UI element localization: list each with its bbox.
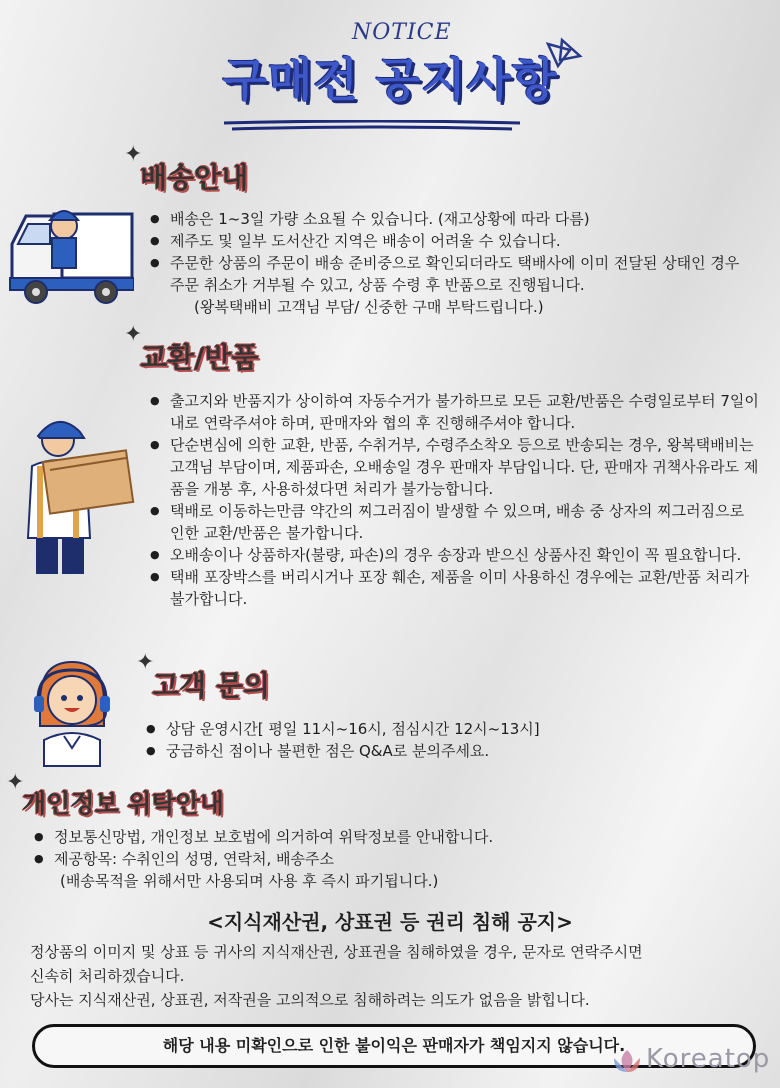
- warning-text: 해당 내용 미확인으로 인한 불이익은 판매자가 책임지지 않습니다.: [162, 1036, 626, 1055]
- ip-notice-title: <지식재산권, 상표권 등 권리 침해 공지>: [207, 910, 573, 934]
- list-item: ● 제주도 및 일부 도서산간 지역은 배송이 어려울 수 있습니다.: [148, 230, 758, 252]
- shipping-note: (왕복택배비 고객님 부담/ 신중한 구매 부탁드립니다.): [194, 298, 544, 316]
- list-item: ● 오배송이나 상품하자(불량, 파손)의 경우 송장과 받으신 상품사진 확인이 꼭 필요합니다.: [148, 544, 762, 566]
- watermark-text: Koreatop: [646, 1044, 771, 1074]
- list-item: ● 택배로 이동하는만큼 약간의 찌그러짐이 발생할 수 있으며, 배송 중 상자의 찌그러짐으로 인한 교환/반품은 불가합니다.: [148, 500, 762, 544]
- title-underline: [222, 120, 522, 132]
- section-title-shipping: 배송안내: [140, 161, 249, 194]
- star-doodle-icon: [540, 36, 586, 76]
- privacy-list: [32, 826, 752, 870]
- list-item: ● 상담 운영시간[ 평일 11시~16시, 점심시간 12시~13시]: [144, 718, 744, 740]
- sparkle-icon: ✦: [124, 322, 143, 347]
- notice-label: NOTICE: [352, 20, 452, 45]
- sparkle-icon: ✦: [124, 142, 143, 167]
- sparkle-icon: ✦: [136, 650, 155, 675]
- shipping-list: [148, 208, 758, 296]
- list-item: ● 출고지와 반품지가 상이하여 자동수거가 불가하므로 모든 교환/반품은 수령일로부터 7일이내로 연락주셔야 하며, 판매자와 협의 후 진행해주셔야 합니다.: [148, 390, 762, 434]
- list-item: ● 주문한 상품의 주문이 배송 준비중으로 확인되더라도 택배사에 이미 전달된 상태인 경우 주문 취소가 거부될 수 있고, 상품 수령 후 반품으로 진행됩니다.: [148, 252, 758, 296]
- exchange-list: [148, 390, 762, 610]
- list-item: ● 제공항목: 수취인의 성명, 연락처, 배송주소: [32, 848, 752, 870]
- page-title: 구매전 공지사항: [222, 53, 558, 107]
- section-title-inquiry: 고객 문의: [152, 669, 270, 702]
- list-item: ● 배송은 1~3일 가량 소요될 수 있습니다. (재고상황에 따라 다름): [148, 208, 758, 230]
- privacy-note: (배송목적을 위해서만 사용되며 사용 후 즉시 파기됩니다.): [60, 872, 439, 890]
- section-title-privacy: 개인정보 위탁안내: [22, 789, 224, 818]
- delivery-man-box-icon: [10, 408, 140, 578]
- customer-service-icon: [30, 656, 114, 768]
- delivery-truck-icon: [6, 194, 134, 306]
- watermark-logo-icon: [610, 1046, 644, 1076]
- inquiry-list: [144, 718, 744, 762]
- list-item: ● 택배 포장박스를 버리시거나 포장 훼손, 제품을 이미 사용하신 경우에는 교환/반품 처리가 불가합니다.: [148, 566, 762, 610]
- ip-notice-body: [30, 940, 760, 1012]
- list-item: ● 정보통신망법, 개인정보 보호법에 의거하여 위탁정보를 안내합니다.: [32, 826, 752, 848]
- list-item: ● 단순변심에 의한 교환, 반품, 수취거부, 수령주소착오 등으로 반송되는 경우, 왕복택배비는 고객님 부담이며, 제품파손, 오배송일 경우 판매자 부담입니다. 단, 판매자 귀책사유라도 제품을 개봉 후, 사용하셨다면 처리가 불가능합니다.: [148, 434, 762, 500]
- ip-notice-line: 정상품의 이미지 및 상표 등 귀사의 지식재산권, 상표권을 침해하였을 경우, 문자로 연락주시면: [30, 943, 643, 961]
- ip-notice-line: 신속히 처리하겠습니다.: [30, 967, 185, 985]
- section-title-exchange: 교환/반품: [140, 341, 259, 374]
- ip-notice-line: 당사는 지식재산권, 상표권, 저작권을 고의적으로 침해하려는 의도가 없음을 밝힙니다.: [30, 991, 590, 1009]
- sparkle-icon: ✦: [6, 770, 25, 795]
- list-item: ● 궁금하신 점이나 불편한 점은 Q&A로 분의주세요.: [144, 740, 744, 762]
- watermark: [646, 1044, 770, 1074]
